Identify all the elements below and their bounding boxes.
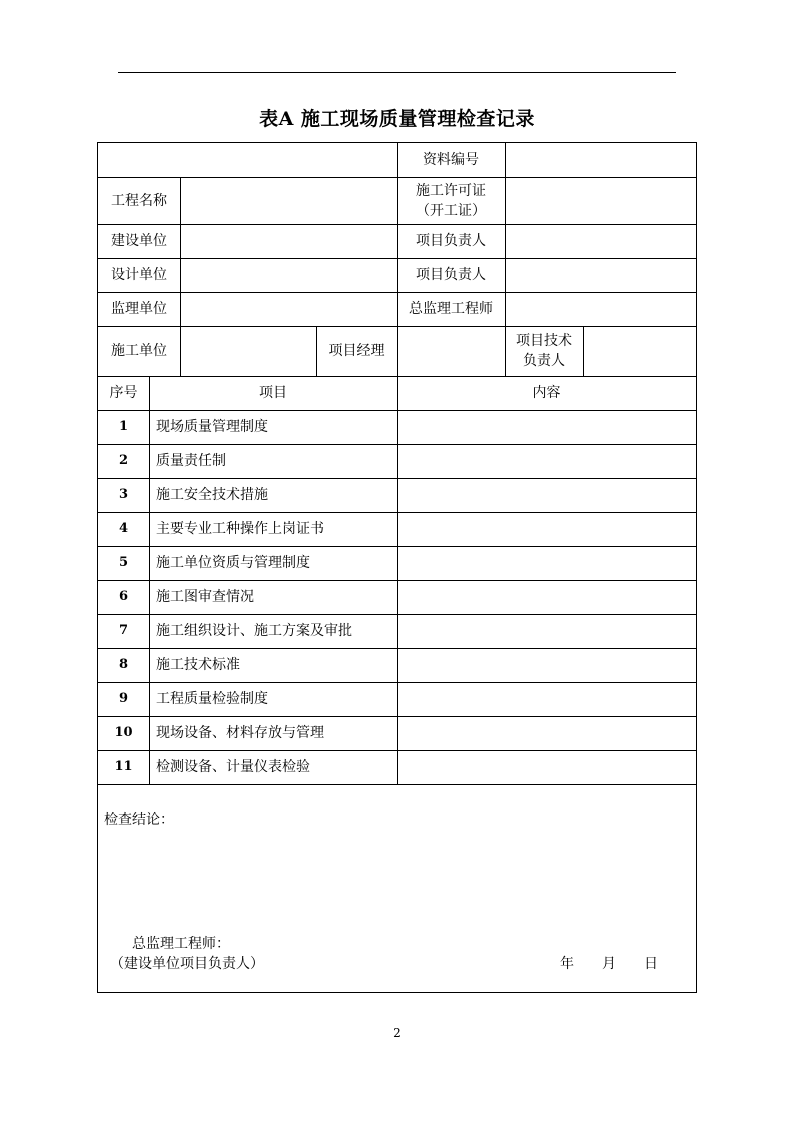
column-header-content: 内容 xyxy=(532,385,561,401)
row-item: 现场设备、材料存放与管理 xyxy=(156,725,324,741)
permit-field[interactable] xyxy=(505,177,696,224)
row-item: 施工技术标准 xyxy=(156,657,240,673)
row-number: 9 xyxy=(118,691,129,706)
project-manager-label: 项目经理 xyxy=(328,343,385,359)
row-item: 施工图审查情况 xyxy=(156,589,254,605)
row-number: 8 xyxy=(118,657,129,672)
page-number: 2 xyxy=(393,1026,401,1040)
project-name-label: 工程名称 xyxy=(111,192,167,209)
owner-pm-label: 项目负责人 xyxy=(416,233,486,249)
owner-field[interactable] xyxy=(180,224,397,258)
column-header-no: 序号 xyxy=(109,385,138,401)
row-number: 5 xyxy=(118,555,129,570)
row-content-field[interactable] xyxy=(397,614,696,648)
conclusion-label: 检查结论： xyxy=(104,812,174,828)
row-number: 3 xyxy=(118,487,129,502)
signer-subtitle: （建设单位项目负责人） xyxy=(110,956,264,972)
row-content-field[interactable] xyxy=(397,682,696,716)
row-number: 2 xyxy=(118,453,129,468)
row-item: 施工安全技术措施 xyxy=(156,487,268,503)
contractor-label: 施工单位 xyxy=(111,343,167,359)
document-title: 表A 施工现场质量管理检查记录 xyxy=(259,108,535,130)
tech-lead-label-line2: 负责人 xyxy=(523,353,565,369)
row-item: 质量责任制 xyxy=(156,453,226,469)
row-number: 11 xyxy=(114,759,133,774)
row-number: 6 xyxy=(118,589,129,604)
supervisor-label: 监理单位 xyxy=(111,301,167,317)
doc-no-field[interactable] xyxy=(505,143,696,177)
row-number: 4 xyxy=(118,521,129,536)
project-manager-field[interactable] xyxy=(397,326,505,376)
chief-engineer-field[interactable] xyxy=(505,292,696,326)
row-item: 施工组织设计、施工方案及审批 xyxy=(156,623,352,639)
date-month-label: 月 xyxy=(602,956,616,972)
row-content-field[interactable] xyxy=(397,410,696,444)
owner-label: 建设单位 xyxy=(111,233,167,249)
row-item: 主要专业工种操作上岗证书 xyxy=(156,521,324,537)
row-content-field[interactable] xyxy=(397,478,696,512)
row-content-field[interactable] xyxy=(397,648,696,682)
tech-lead-field[interactable] xyxy=(583,326,696,376)
chief-engineer-label: 总监理工程师 xyxy=(409,301,493,317)
row-content-field[interactable] xyxy=(397,444,696,478)
column-header-item: 项目 xyxy=(259,385,287,401)
row-item: 工程质量检验制度 xyxy=(156,691,268,707)
permit-label-line2: （开工证） xyxy=(416,202,486,219)
blank-cell xyxy=(98,143,397,177)
design-label: 设计单位 xyxy=(111,267,167,283)
date-year-label: 年 xyxy=(560,956,574,972)
design-pm-label: 项目负责人 xyxy=(416,267,486,283)
row-number: 7 xyxy=(118,623,129,638)
project-name-field[interactable] xyxy=(180,177,397,224)
permit-label xyxy=(397,177,505,224)
permit-label-line1: 施工许可证 xyxy=(416,182,486,199)
owner-pm-field[interactable] xyxy=(505,224,696,258)
doc-no-label: 资料编号 xyxy=(423,152,479,168)
supervisor-field[interactable] xyxy=(180,292,397,326)
row-number: 10 xyxy=(114,725,133,740)
row-content-field[interactable] xyxy=(397,546,696,580)
date-day-label: 日 xyxy=(644,956,658,972)
design-field[interactable] xyxy=(180,258,397,292)
tech-lead-label-line1: 项目技术 xyxy=(516,333,572,349)
header-rule xyxy=(118,72,676,73)
row-item: 检测设备、计量仪表检验 xyxy=(156,759,310,775)
row-content-field[interactable] xyxy=(397,512,696,546)
row-content-field[interactable] xyxy=(397,716,696,750)
row-content-field[interactable] xyxy=(397,580,696,614)
row-item: 现场质量管理制度 xyxy=(156,419,268,435)
row-number: 1 xyxy=(118,419,129,434)
row-item: 施工单位资质与管理制度 xyxy=(156,555,310,571)
contractor-field[interactable] xyxy=(180,326,316,376)
signer-title: 总监理工程师： xyxy=(132,936,230,952)
row-content-field[interactable] xyxy=(397,750,696,784)
tech-lead-label xyxy=(505,326,583,376)
design-pm-field[interactable] xyxy=(505,258,696,292)
inspection-form xyxy=(97,142,697,993)
